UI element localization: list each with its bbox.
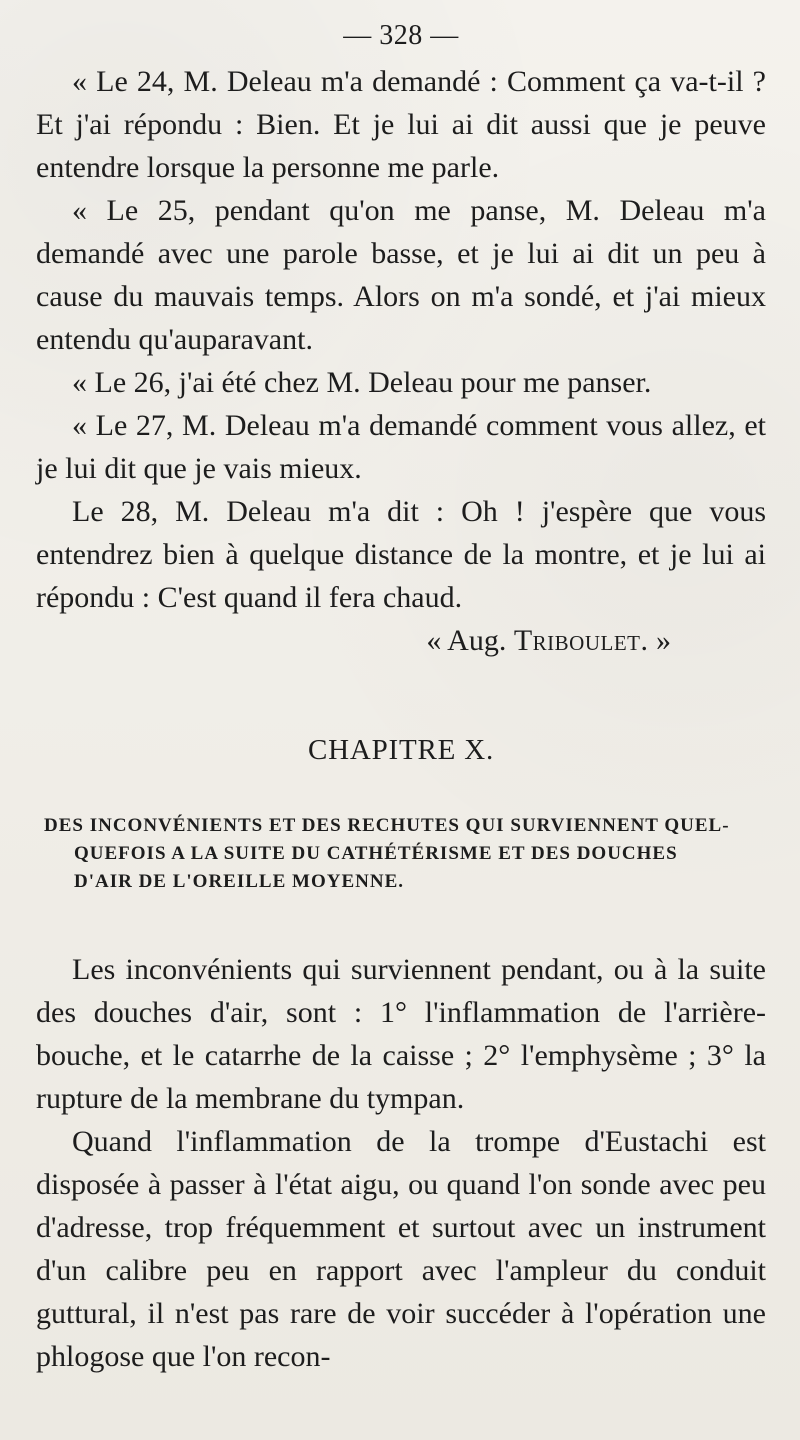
paragraph-day-27: « Le 27, M. Deleau m'a demandé comment vous allez, et je lui dit que je vais mieux. [36, 409, 766, 485]
paragraph-day-24: « Le 24, M. Deleau m'a demandé : Comment ça va-t-il ? Et j'ai répondu : Bien. Et je lui ai dit aussi que je peuve entendre lorsque la personne me parle. [36, 65, 766, 184]
signature-suffix: » [656, 624, 671, 657]
paragraph-day-25: « Le 25, pendant qu'on me panse, M. Deleau m'a demandé avec une parole basse, et je lui ai dit un peu à cause du mauvais temps. Alors on m'a sondé, et j'ai mieux entendu qu'auparavant. [36, 194, 766, 356]
chapter-title: CHAPITRE X. [307, 734, 495, 766]
signature [36, 619, 671, 662]
paragraph-inconvenients: Les inconvénients qui surviennent pendant, ou à la suite des douches d'air, sont : 1° l'inflammation de l'arrière-bouche, et le catarrhe de la caisse ; 2° l'emphysème ; 3° la rupture de la membrane du tympan. [36, 953, 766, 1115]
chapter-body [36, 948, 766, 1378]
signature-prefix: « Aug. [426, 624, 507, 657]
chapter-subtitle-line: D'AIR DE L'OREILLE MOYENNE. [74, 871, 404, 892]
testimony-section [36, 60, 766, 662]
chapter-subtitle [44, 812, 766, 896]
paragraph-inflammation: Quand l'inflammation de la trompe d'Eustachi est disposée à passer à l'état aigu, ou quand l'on sonde avec peu d'adresse, trop fréquemment et surtout avec un instrument d'un calibre peu en rapport avec l'ampleur du conduit guttural, il n'est pas rare de voir succéder à l'opération une phlogose que l'on recon- [36, 1125, 766, 1373]
page-number: — 328 — [343, 20, 459, 51]
paragraph-day-28: Le 28, M. Deleau m'a dit : Oh ! j'espère que vous entendrez bien à quelque distance de la montre, et je lui ai répondu : C'est quand il fera chaud. [36, 495, 766, 614]
chapter-subtitle-line: QUEFOIS A LA SUITE DU CATHÉTÉRISME ET DES DOUCHES [74, 843, 678, 864]
signature-name: Triboulet. [513, 624, 649, 657]
paragraph-day-26: « Le 26, j'ai été chez M. Deleau pour me panser. [72, 366, 652, 399]
chapter-subtitle-line: DES INCONVÉNIENTS ET DES RECHUTES QUI SURVIENNENT QUEL- [44, 815, 730, 836]
